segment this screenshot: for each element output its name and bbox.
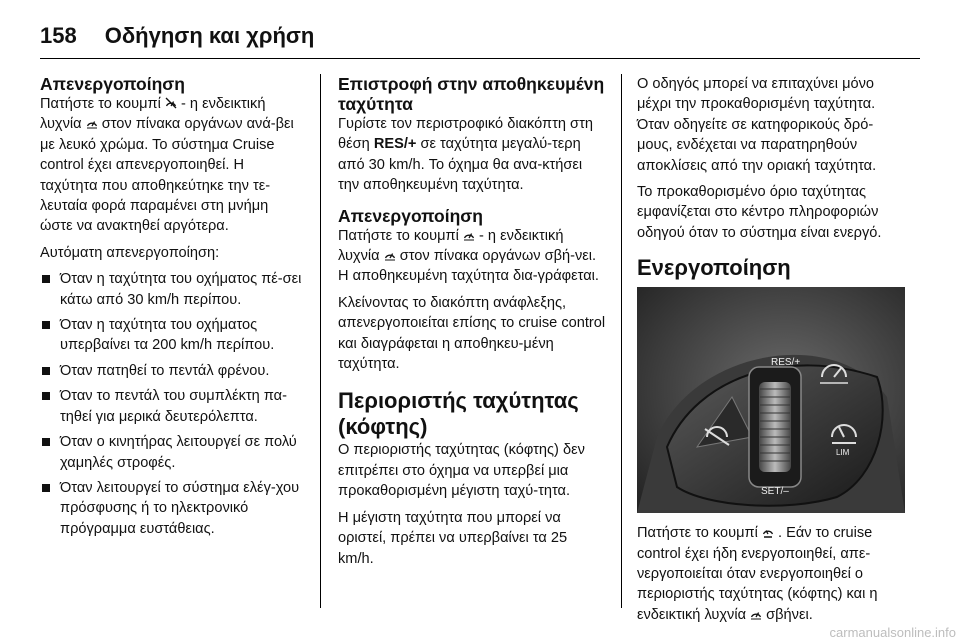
column-3 [637,74,905,631]
photo-label-res: RES/+ [771,357,801,369]
cruise-control-icon [750,608,762,620]
limiter-text-1: Ο περιοριστής ταχύτητας (κόφτης) δεν επιτρέπει στο όχημα να υπερβεί μια προκαθορισμένη μέγιστη ταχύ-τητα. [338,442,585,500]
cruise-off-icon [165,97,177,109]
return-speed-text: Γυρίστε τον περιστροφικό διακόπτη στη θέση RES/+ σε ταχύτητα μεγαλύ-τερη από 30 km/h. Το όχημα θα ανα-κτήσει την αποθηκευμένη ταχύτητα. [338,116,593,194]
steering-controls-photo [637,287,905,513]
header-rule [40,58,920,59]
activation-text: Πατήστε το κουμπί . Εάν το cruise control έχει ήδη ενεργοποιηθεί, απε-νεργοποιείται όταν ενεργοποιηθεί ο περιοριστής ταχύτητας (κόφτης) και η ενδεικτική λυχνία σβήνει. [637,525,878,623]
auto-deactivation-list [40,269,302,539]
res-label: RES/+ [373,136,417,153]
bullet-icon [42,367,50,375]
limiter-display-text: Το προκαθορισμένο όριο ταχύτητας εμφανίζεται στο κέντρο πληροφοριών οδηγού όταν το σύστημα είναι ενεργό. [637,184,882,241]
heading-speed-limiter: Περιοριστής ταχύτητας (κόφτης) [338,388,579,440]
column-2 [338,74,606,575]
limiter-accel-text: Ο οδηγός μπορεί να επιταχύνει μόνο μέχρι την προκαθορισμένη ταχύτητα. Όταν οδηγείτε σε κατηφορικούς δρό-μους, ενδέχεται να παρατηρηθούν αποκλίσεις από την οριακή ταχύτητα. [637,76,877,174]
list-item: Όταν η ταχύτητα του οχήματος υπερβαίνει τα 200 km/h περίπου. [40,315,302,356]
cruise-control-icon [86,117,98,129]
watermark: carmanualsonline.info [829,625,956,640]
cruise-control-icon [384,249,396,261]
limiter-text-2: Η μέγιστη ταχύτητα που μπορεί να οριστεί, πρέπει να υπερβαίνει τα 25 km/h. [338,509,568,567]
deactivation-2-text: Πατήστε το κουμπί - η ενδεικτική λυχνία στον πίνακα οργάνων σβή-νει. Η αποθηκευμένη ταχύτητα δια-γράφεται. [338,227,599,285]
photo-label-lim: LIM [836,448,850,458]
heading-return-speed: Επιστροφή στην αποθηκευμένη ταχύτητα [338,74,605,114]
heading-deactivation-2: Απενεργοποίηση [338,205,483,226]
bullet-icon [42,438,50,446]
bullet-icon [42,484,50,492]
ignition-text: Κλείνοντας το διακόπτη ανάφλεξης, απενεργοποιείται επίσης το cruise control και διαγράφεται η αποθηκευ-μένη ταχύτητα. [338,294,606,373]
heading-deactivation: Απενεργοποίηση [40,74,185,94]
column-divider-1 [320,74,321,608]
auto-deactivation-title: Αυτόματη απενεργοποίηση: [40,244,220,261]
list-item: Όταν πατηθεί το πεντάλ φρένου. [40,361,302,381]
speed-limiter-icon [762,526,774,538]
page-number: 158 [40,23,77,48]
list-item: Όταν το πεντάλ του συμπλέκτη πα-τηθεί για μερικά δευτερόλεπτα. [40,386,302,427]
page-title: Οδήγηση και χρήση [104,23,315,48]
heading-activation: Ενεργοποίηση [637,255,791,281]
cruise-control-icon [463,229,475,241]
list-item: Όταν ο κινητήρας λειτουργεί σε πολύ χαμηλές στροφές. [40,432,302,473]
bullet-icon [42,392,50,400]
bullet-icon [42,321,50,329]
column-divider-2 [621,74,622,608]
list-item: Όταν η ταχύτητα του οχήματος πέ-σει κάτω από 30 km/h περίπου. [40,269,302,310]
bullet-icon [42,275,50,283]
page-header [40,16,314,56]
column-1 [40,74,302,544]
list-item: Όταν λειτουργεί το σύστημα ελέγ-χου πρόσφυσης ή το ηλεκτρονικό πρόγραμμα ευστάθειας. [40,478,302,539]
photo-label-set: SET/– [761,486,789,498]
deactivation-text: Πατήστε το κουμπί - η ενδεικτική λυχνία στον πίνακα οργάνων ανά-βει με λευκό χρώμα. Το σύστημα Cruise control έχει απενεργοποιηθεί. Η ταχύτητα που αποθηκεύτηκε την τε-λευταία φορά παραμένει στη μνήμη ώστε να ανακτηθεί αργότερα. [40,96,294,235]
